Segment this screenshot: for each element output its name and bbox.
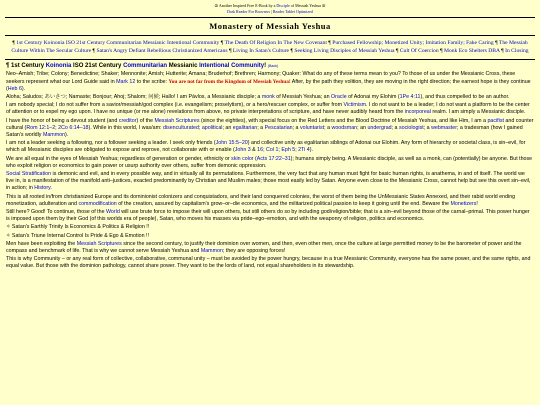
text: (since the eighties), with special focus on the Red Letters and the Blood Doctrine of Messiah Yeshua, and like Him, I am a — [199, 117, 488, 124]
red-letter-quote: You are not far from the Kingdom of Messiah Yeshua! — [168, 78, 291, 85]
text: of Messiah Yeshua; an — [274, 94, 332, 100]
monetizers-link[interactable]: Monetizers — [450, 200, 477, 207]
toc-pilcrow: ¶ — [220, 40, 225, 46]
mammon-link[interactable]: Mammon — [42, 132, 66, 139]
webmaster-link[interactable]: webmaster — [431, 124, 457, 131]
text: ; — [295, 147, 299, 154]
page-title: Monastery of Messiah Yeshua — [209, 21, 331, 31]
paragraph-7 — [6, 171, 534, 193]
commodification-link[interactable]: commodification — [78, 200, 117, 207]
sociologist-link[interactable]: sociologist — [398, 124, 424, 131]
creditor-link[interactable]: creditor — [118, 117, 137, 124]
toc-item-3[interactable]: Purchased Fellowship; Monetized Unity; Imitation Family; Fake Caring — [332, 40, 494, 46]
toc-item-9[interactable]: Monk Eco Shelters DBA — [443, 47, 500, 54]
toc-item-6[interactable]: Living In Satan's Culture — [232, 47, 290, 54]
text: ); humans simply being. A Messianic disciple, as well as a monk, can (potentially) be anyone. But those who exploit religion or economics to gain power or usurp authority over others, suffer from demonic oppression. — [6, 155, 533, 169]
toc-item-4[interactable]: The Messiah Culture Within The Secular Culture — [11, 40, 528, 54]
table-of-contents — [5, 36, 535, 60]
heading-pilcrow: ¶ — [6, 63, 12, 70]
text: is demonic and evil, and in every possible way, and in virtually all its permutations. Furthermore, the very fact that any human must fight for basic human rights, is anathema, in and of itself. The world we live in, is a manifestation of the manifold anti–justices, exacted predominantly by Christian and Muslim males; those most easily led by Satan. Anyone even close to the Messianic Cross, cannot help but see this overt sin–evil, in action; in — [6, 171, 531, 192]
mammon-link[interactable]: Mammon — [200, 248, 223, 255]
title-box — [5, 17, 535, 36]
text: of Adonai my Elohim ( — [346, 94, 400, 100]
communitarian-link[interactable]: Communitarian — [123, 63, 168, 70]
paragraph-3 — [6, 102, 534, 116]
toc-pilcrow: ¶ — [12, 40, 17, 46]
text: After, by the path they volition, they are moving in the right direction; the earnest hope is they continue ( — [6, 78, 531, 92]
text: Men have been exploiting the — [6, 240, 77, 247]
paragraph-4 — [6, 118, 534, 140]
paragraph-10 — [6, 241, 534, 255]
oracle-link[interactable]: Oracle — [331, 94, 347, 100]
text: ; a — [257, 124, 265, 131]
text: ; a tradesman (how I gained Satan's worldly — [6, 124, 523, 139]
paragraph-11 — [6, 256, 534, 270]
paragraph-6 — [6, 156, 534, 170]
list-item — [6, 233, 534, 240]
incorporeal-link[interactable]: incorporeal — [404, 109, 431, 116]
col-1-link[interactable]: Col 1 — [266, 147, 279, 154]
text: ; a — [292, 124, 300, 131]
toc-item-2[interactable]: The Death Of Religion In The New Covenant — [224, 40, 327, 46]
history-link[interactable]: History — [34, 185, 51, 192]
voluntarist-link[interactable]: voluntarist — [299, 124, 325, 131]
list-text: Satan's Earthly Trinity Is Economics & Politics & Religion !! — [11, 224, 150, 231]
text: ; — [198, 124, 202, 131]
toc-pilcrow: ¶ — [495, 40, 499, 46]
messiah-scriptures-link[interactable]: Messiah Scriptures — [154, 117, 200, 124]
toc-pilcrow: ¶ — [501, 47, 506, 54]
top-banner — [3, 0, 537, 9]
text: . I do not want to be a leader; I do not want a platform to be the center of attention or to expel my ego upon. I have no unique (or me alone) revelations from above, no private interpretations of scripture, and have never audibly heard from the — [6, 102, 530, 116]
text: This is why Community – or any real form of collective, collaborative, communal unity – must be avoided by the power hungry, because in a true Messianic Community, everyone has the same power, and the same rights, and equal value. But those with the dominion pathology, cannot share power. They want to be the lords of land, not equal shareholders in its stewardship. — [6, 256, 531, 270]
article-body — [3, 60, 537, 270]
bullet-icon: ✧ — [6, 224, 12, 231]
heading-text: ISO 21st Century — [71, 63, 124, 70]
2ti-4-link[interactable]: 2Ti 4 — [298, 147, 310, 154]
eph-5-link[interactable]: Eph 5 — [281, 147, 296, 154]
koinonia-link[interactable]: Koinonia — [45, 63, 72, 70]
toc-pilcrow: ¶ — [290, 47, 295, 54]
text: ). — [21, 85, 26, 92]
paragraph-9 — [6, 209, 534, 223]
heading-text: 1st Century — [11, 63, 46, 70]
text: ), and thus compelled to be an author. — [420, 94, 510, 100]
skin-color-link[interactable]: skin color — [231, 155, 254, 162]
heb-6-link[interactable]: Heb 6 — [7, 85, 22, 92]
toc-pilcrow: ¶ — [92, 47, 97, 54]
heading-text: ! — [264, 63, 268, 70]
back-link[interactable]: (Back) — [267, 64, 279, 69]
text: We are all equal in the eyes of Messiah Yeshua; regardless of generation or gender, ethnicity or — [6, 155, 232, 162]
social-stratification-link[interactable]: Social Stratification — [6, 171, 52, 178]
text: Aloha; Saludos; あいさつ; Namaste; Bonjour; Ahoj; Shalom; 问候; Hallo! I am Pávlos, a Messianic disciple; a — [6, 94, 262, 100]
list-text: Satan's Triune Internal Control Is Pride & Ego & Emotion !! — [11, 232, 149, 239]
woodsman-link[interactable]: woodsman — [331, 124, 358, 131]
rom-12-link[interactable]: Rom 12:1–2 — [26, 124, 56, 131]
text: ; an — [357, 124, 368, 131]
text: & — [250, 147, 258, 154]
acts-17-link[interactable]: Acts 17:22–31 — [256, 155, 291, 162]
toc-pilcrow: ¶ — [395, 47, 400, 54]
text: ; an — [222, 124, 233, 131]
heading-text: Messianic — [167, 63, 200, 70]
toc-item-1[interactable]: 1st Century Koinonia ISO 21st Century Communitarian Messianic Intentional Community — [16, 40, 220, 46]
toc-item-8[interactable]: Cult Of Coercion — [399, 47, 439, 54]
text: ; — [263, 147, 267, 154]
banner-prefix: ☮ Another Inspired Free E-Book by a — [214, 3, 277, 8]
text: ; — [278, 147, 282, 154]
world-link[interactable]: World — [106, 209, 120, 216]
egalitarian-link[interactable]: egalitarian — [232, 124, 258, 131]
tablet-reader-link[interactable]: Reader Tablet Optimized — [272, 9, 313, 14]
text: to the scribe: — [135, 78, 169, 85]
monk-link[interactable]: monk — [261, 94, 275, 100]
text: realm. I am simply a Messianic disciple. — [430, 109, 526, 116]
text: ; a — [423, 124, 432, 131]
text: ). — [65, 132, 69, 139]
disenculturated-link[interactable]: disenculturated — [162, 124, 199, 131]
text: and counter cultural ( — [6, 117, 534, 131]
text: of the creation, assured by capitalism's grow–or–die economics, and the militarized political passion to keep it going until the end. Beware the — [116, 200, 451, 207]
reader-sep: | — [270, 9, 273, 14]
messiah-scriptures-link[interactable]: Messiah Scriptures — [76, 240, 122, 247]
text: Still here? Good! To continue, those of the — [6, 209, 107, 216]
list-item — [6, 224, 534, 231]
toc-item-7[interactable]: Seeking Living Disciples of Messiah Yeshua — [294, 47, 395, 54]
banner-middle: of Messiah Yeshua ☮ — [289, 3, 326, 8]
text: since the second century, to justify their dominion over women, and then, even other men, once the culture at large permitted money to be the barometer of power and the compass and benchmark of life. That is why we cannot serve Messiah Yeshua and — [6, 240, 522, 255]
text: ( — [253, 155, 257, 162]
text: ! — [476, 200, 478, 207]
dark-reader-link[interactable]: Dark Reader For Browsers — [227, 9, 271, 14]
paragraph-5 — [6, 140, 534, 154]
disciple-link[interactable]: Disciple — [276, 3, 290, 8]
paragraph-1 — [6, 71, 534, 93]
text: ) of the — [136, 117, 155, 124]
toc-pilcrow: ¶ — [328, 40, 333, 46]
text: This is all rooted in/from christianized Europe and its dominionist colonizers and conquistadors, and their land conquered colonies, the worst of them being the UnMessianic States Annexed, and their rabid world ending monetization, adulteration and — [6, 193, 516, 207]
john-16-link[interactable]: 16 — [257, 147, 264, 154]
text: ; — [55, 124, 59, 131]
text: I have the honor of being a devout student (and — [6, 117, 119, 124]
reader-links — [3, 9, 537, 14]
text: . — [50, 185, 52, 192]
text: ; they are opposing forces! — [222, 248, 286, 255]
paragraph-2 — [6, 94, 534, 101]
pescatarian-link[interactable]: Pescatarian — [264, 124, 293, 131]
victimism-link[interactable]: Victimism — [343, 102, 367, 109]
toc-pilcrow: ¶ — [228, 47, 233, 54]
apolitical-link[interactable]: apolitical — [201, 124, 223, 131]
pacifist-link[interactable]: pacifist — [487, 117, 504, 124]
text: ). While in this world, I was/am: — [88, 124, 163, 131]
john-15-link[interactable]: John 15:5–20 — [215, 140, 248, 147]
text: ; a — [391, 124, 399, 131]
text: ; a — [324, 124, 332, 131]
bullet-icon: ✧ — [6, 232, 12, 239]
text: ). — [309, 147, 313, 154]
toc-item-5[interactable]: Satan's Angry Defiant Rebellious Christianized Americans — [96, 47, 228, 54]
text: I am nobody special; I do not suffer from a savior/messiah/god complex (i.e. evangelism; proselytism), or a hero/rescuer complex, or suffer from — [6, 102, 344, 109]
text: ) and collective unity as egalitarian siblings of Adonai our Elohim. Any form of hierarchy or societal class, is sin–evil, for which all Messianic disciples are obligated to expose and reprove, not collaborate with or enable ( — [6, 140, 526, 154]
text: Neo–Amish; Tribe; Colony; Benedictine; Shaker; Mennonite; Amish; Hutterite; Amana; Bruderhof; Brethren; Harmony; Quaker: What do any of these terms mean to you? To those of us under the Messianic Cross, these seekers represent what our Lord Guide said in — [6, 71, 516, 85]
text: I am not a leader seeking a following, nor a follower seeking a leader. I seek only friends ( — [6, 140, 216, 147]
2co-6-link[interactable]: 2Co 6:14–18 — [58, 124, 89, 131]
paragraph-8 — [6, 194, 534, 208]
1pe-link[interactable]: 1Pe 4:11 — [399, 94, 421, 100]
mark-12-link[interactable]: Mark 12 — [116, 78, 136, 85]
toc-item-10[interactable]: In Closing — [505, 47, 529, 54]
toc-pilcrow: ¶ — [440, 47, 444, 54]
intentional-community-link[interactable]: Intentional Community — [199, 63, 265, 70]
undergrad-link[interactable]: undergrad — [367, 124, 392, 131]
section-heading — [6, 63, 534, 70]
john-3-link[interactable]: John 3 — [234, 147, 251, 154]
text: will use brute force to impose their will upon others, but still others do so by including god/religion/bible; that is a sin–evil beyond those of the carnal–primal. This power hunger is imposed upon them by their God (of this worlds era of people), Satan, who moves his masses via pride–ego–emotion, and with the weaponry of religion, politics and economics. — [6, 209, 530, 223]
